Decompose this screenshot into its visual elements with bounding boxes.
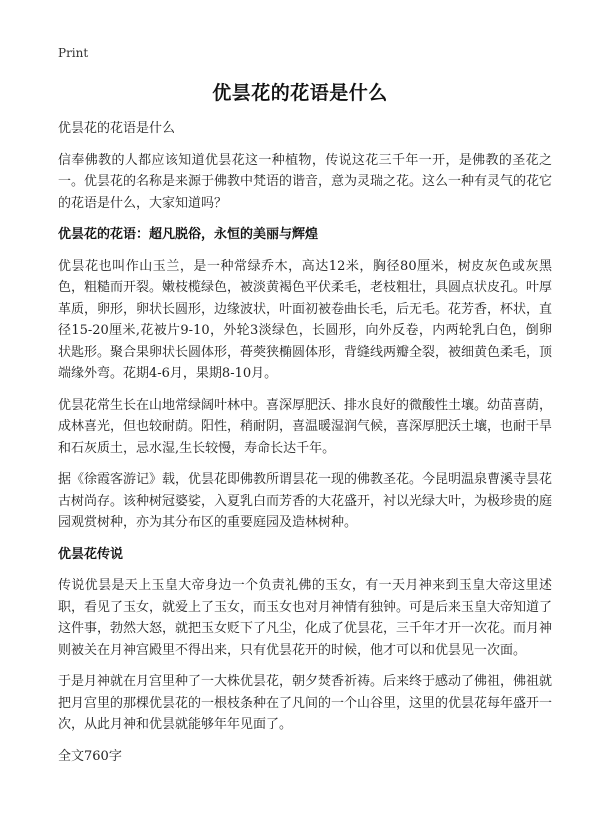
intro-paragraph: 信奉佛教的人都应该知道优昙花这一种植物，传说这花三千年一开，是佛教的圣花之一。优昙花的名称是来源于佛教中梵语的谐音，意为灵瑞之花。这么一种有灵气的花它的花语是什么，大家知道吗？ xyxy=(58,152,553,211)
print-link[interactable]: Print xyxy=(58,46,89,60)
flower-language-heading: 优昙花的花语：超凡脱俗，永恒的美丽与辉煌 xyxy=(58,227,319,242)
word-count: 全文760字 xyxy=(58,748,122,764)
page-title: 优昙花的花语是什么 xyxy=(212,82,388,104)
legend-paragraph-1: 传说优昙是天上玉皇大帝身边一个负责礼佛的玉女，有一天月神来到玉皇大帝这里述职，看见了玉女，就爱上了玉女，而玉女也对月神情有独钟。可是后来玉皇大帝知道了这件事，勃然大怒，就把玉女贬下了凡尘，化成了优昙花，三千年才开一次花。而月神则被关在月神宫殿里不得出来，只有优昙花开的时候，他才可以和优昙见一次面。 xyxy=(58,578,553,658)
description-paragraph-2: 优昙花常生长在山地常绿阔叶林中。喜深厚肥沃、排水良好的微酸性土壤。幼苗喜荫，成林喜光，但也较耐荫。阳性，稍耐阴，喜温暖湿润气候，喜深厚肥沃土壤，也耐干旱和石灰质土，忌水湿,生长较慢，寿命长达千年。 xyxy=(58,397,553,456)
legend-heading: 优昙花传说 xyxy=(58,546,124,562)
article-subtitle: 优昙花的花语是什么 xyxy=(58,121,176,136)
description-paragraph-1: 优昙花也叫作山玉兰，是一种常绿乔木，高达12米，胸径80厘米，树皮灰色或灰黑色，粗糙而开裂。嫩枝榄绿色，被淡黄褐色平伏柔毛，老枝粗壮，具圆点状皮孔。叶厚革质，卵形，卵状长圆形，边缘波状，叶面初被卷曲长毛，后无毛。花芳香，杯状，直径15-20厘米,花被片9-10，外轮3淡绿色，长圆形，向外反卷，内两轮乳白色，倒卵状匙形。聚合果卵状长圆体形，蓇葖狭椭圆体形，背缝线两瓣全裂，被细黄色柔毛，顶端缘外弯。花期4-6月，果期8-10月。 xyxy=(58,258,553,381)
description-paragraph-3: 据《徐霞客游记》载，优昙花即佛教所谓昙花一现的佛教圣花。今昆明温泉曹溪寺昙花古树尚存。该种树冠婆娑，入夏乳白而芳香的大花盛开，衬以光绿大叶，为极珍贵的庭园观赏树种，亦为其分布区的重要庭园及造林树种。 xyxy=(58,472,553,530)
legend-paragraph-2: 于是月神就在月宫里种了一大株优昙花，朝夕焚香祈祷。后来终于感动了佛祖，佛祖就把月宫里的那棵优昙花的一根枝条种在了凡间的一个山谷里，这里的优昙花每年盛开一次，从此月神和优昙就能够年年见面了。 xyxy=(58,674,553,732)
article-body xyxy=(58,118,552,767)
